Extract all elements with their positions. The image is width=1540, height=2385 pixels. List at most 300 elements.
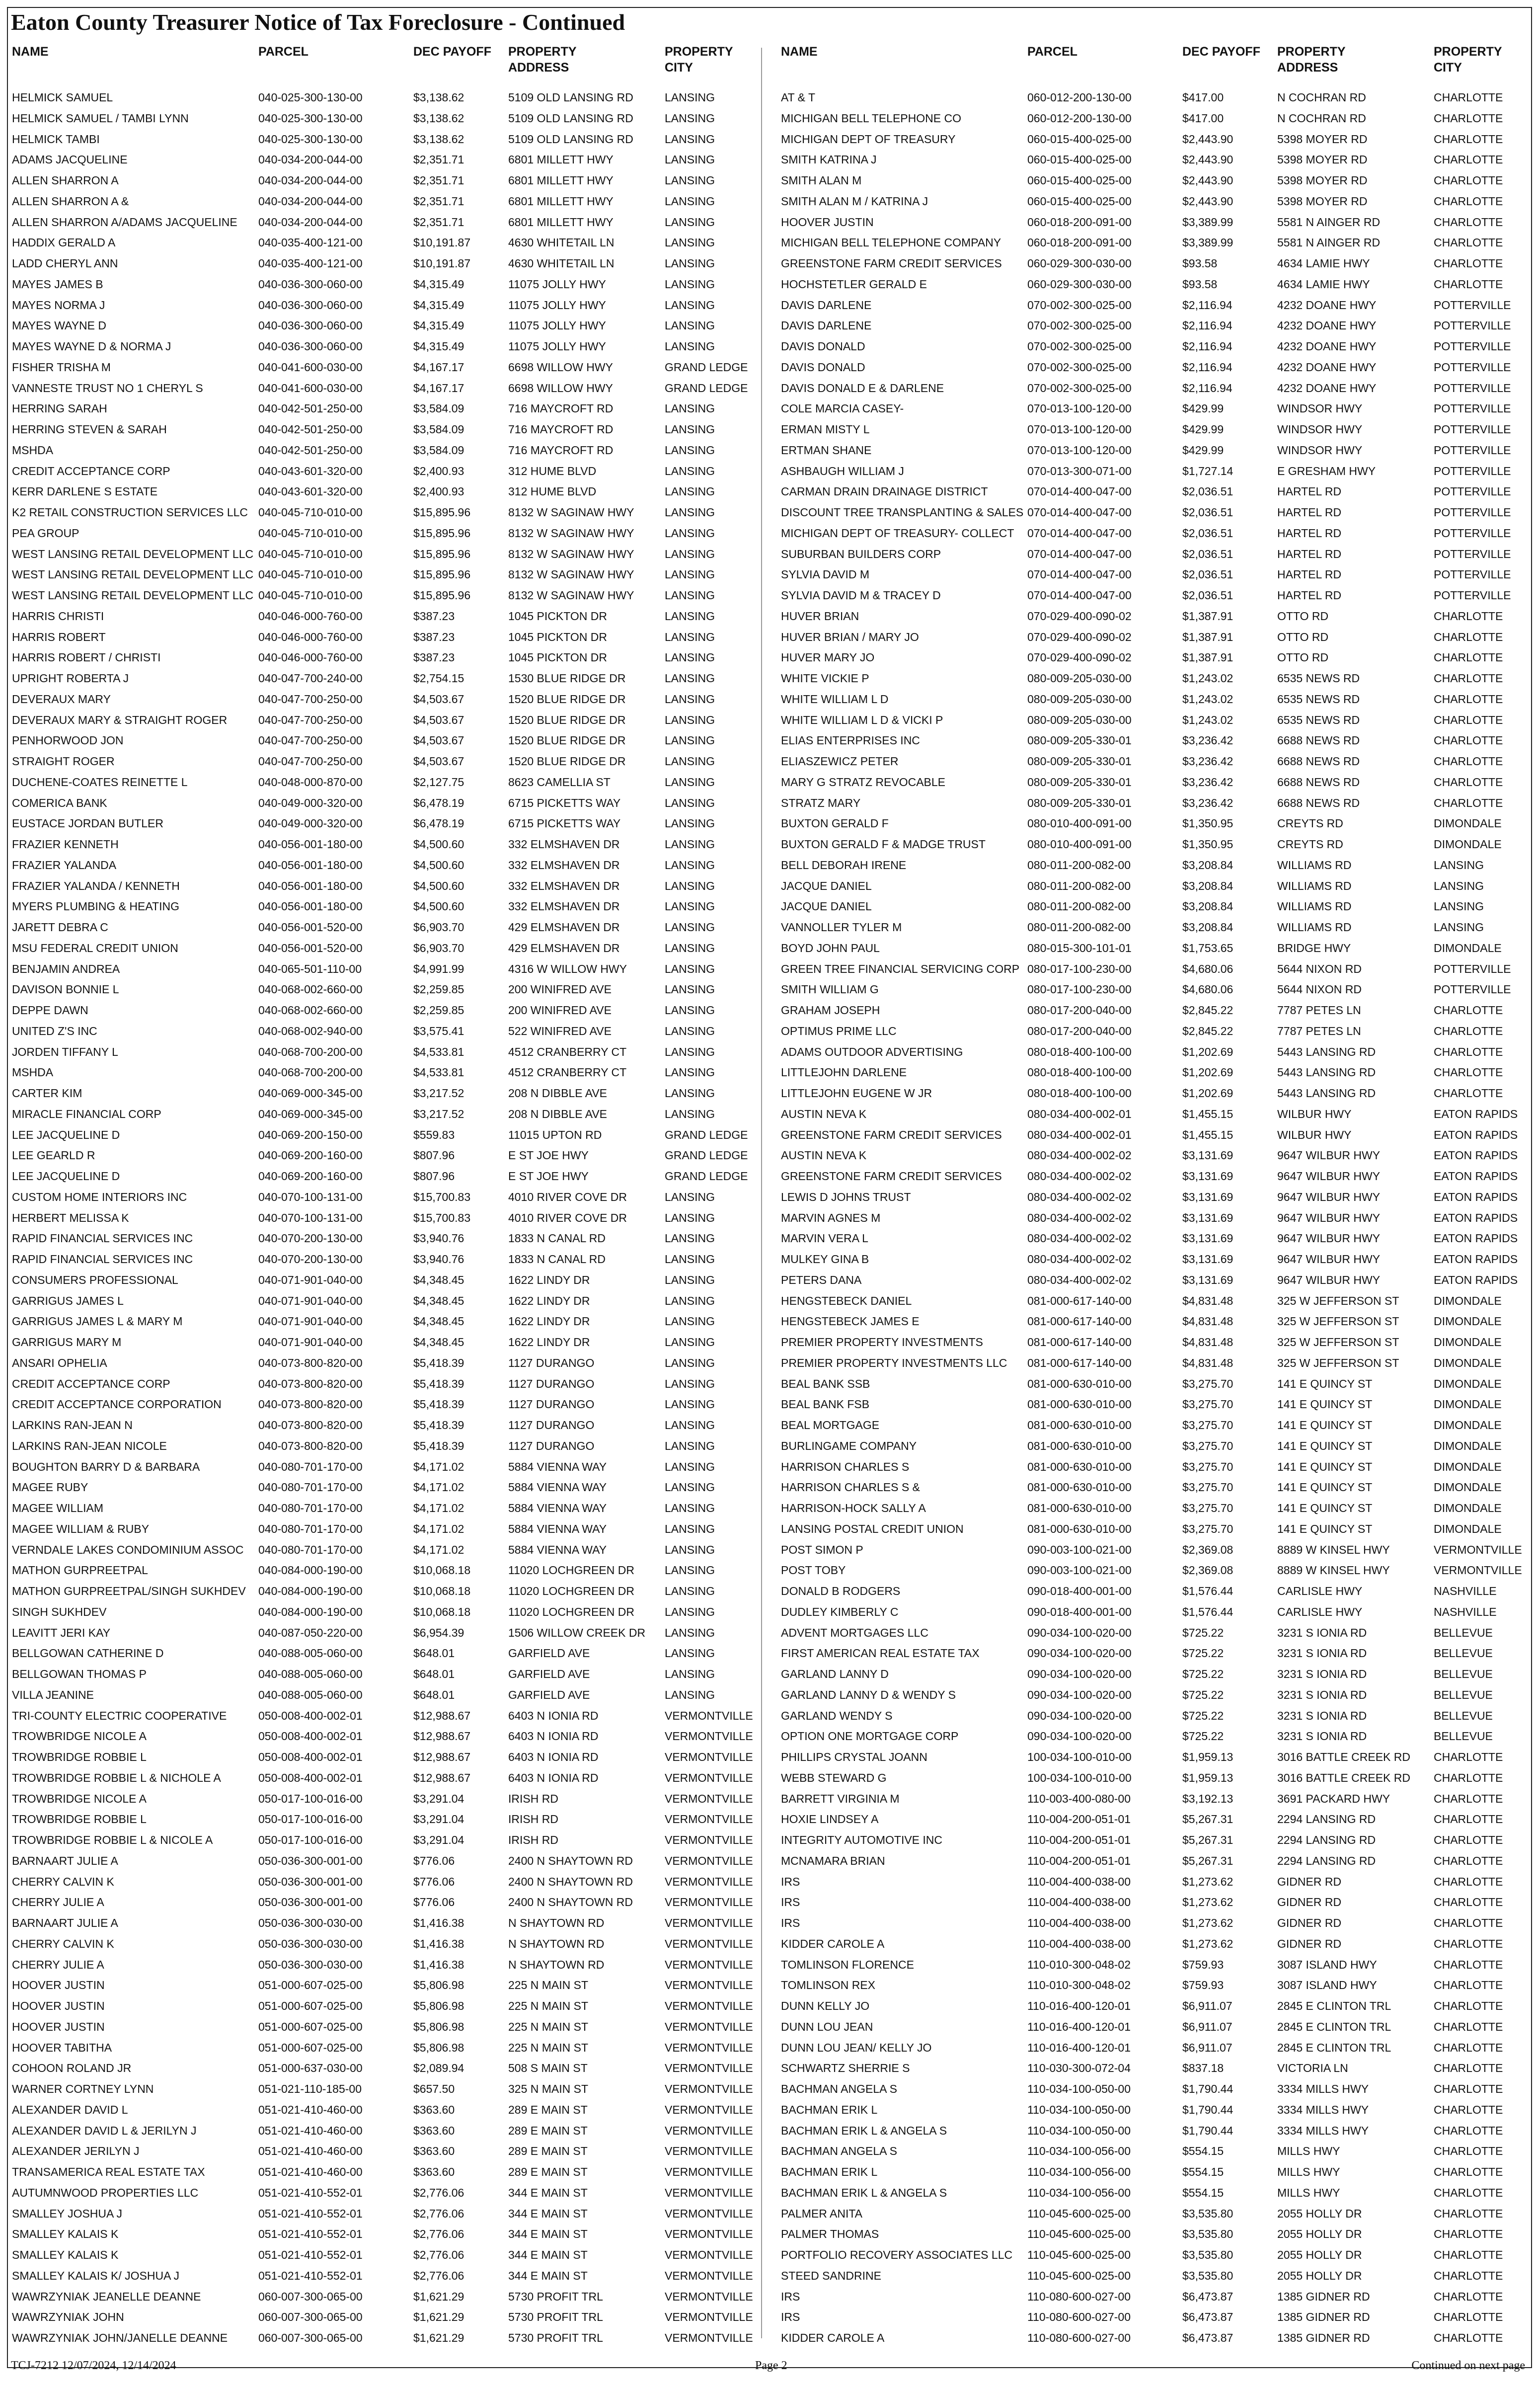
parcel-number: 051-021-410-460-00 (258, 2124, 363, 2137)
table-row (10, 1643, 760, 1664)
property-city: POTTERVILLE (1434, 983, 1511, 996)
property-address: 8132 W SAGINAW HWY (508, 568, 634, 581)
table-row (10, 1664, 760, 1685)
table-row (779, 1519, 1529, 1540)
dec-payoff: $2,116.94 (1182, 340, 1232, 353)
dec-payoff: $4,533.81 (413, 1045, 464, 1058)
property-address: 332 ELMSHAVEN DR (508, 900, 620, 913)
owner-name: SMALLEY KALAIS K (12, 2248, 119, 2261)
property-address: 2845 E CLINTON TRL (1277, 2041, 1391, 2054)
owner-name: BACHMAN ERIK L (781, 2165, 878, 2178)
property-city: LANSING (665, 1107, 715, 1120)
property-city: CHARLOTTE (1434, 2331, 1503, 2344)
property-city: POTTERVILLE (1434, 443, 1511, 457)
property-city: VERMONTVILLE (665, 2310, 753, 2324)
owner-name: GARRIGUS JAMES L (12, 1294, 124, 1307)
property-city: VERMONTVILLE (665, 1792, 753, 1805)
owner-name: MATHON GURPREETPAL (12, 1564, 148, 1577)
dec-payoff: $4,315.49 (413, 319, 464, 332)
parcel-number: 080-011-200-082-00 (1027, 900, 1131, 913)
property-address: 325 W JEFFERSON ST (1277, 1336, 1399, 1349)
dec-payoff: $10,068.18 (413, 1564, 471, 1577)
table-row (10, 544, 760, 565)
table-row (779, 2183, 1529, 2204)
table-row (10, 793, 760, 814)
dec-payoff: $3,131.69 (1182, 1253, 1233, 1266)
property-address: 4232 DOANE HWY (1277, 360, 1377, 374)
property-address: N SHAYTOWN RD (508, 1958, 605, 1971)
parcel-number: 040-045-710-010-00 (258, 547, 363, 560)
owner-name: VANNOLLER TYLER M (781, 921, 902, 934)
property-address: 4634 LAMIE HWY (1277, 277, 1370, 291)
table-row (10, 606, 760, 627)
table-row (10, 1000, 760, 1021)
owner-name: SMALLEY KALAIS K/ JOSHUA J (12, 2269, 180, 2282)
parcel-number: 070-014-400-047-00 (1027, 485, 1132, 498)
owner-name: DUCHENE-COATES REINETTE L (12, 775, 188, 789)
dec-payoff: $554.15 (1182, 2145, 1224, 2158)
owner-name: MICHIGAN BELL TELEPHONE COMPANY (781, 236, 1001, 249)
property-address: 8889 W KINSEL HWY (1277, 1564, 1390, 1577)
parcel-number: 110-080-600-027-00 (1027, 2290, 1131, 2303)
property-address: WILLIAMS RD (1277, 858, 1352, 872)
owner-name: BURLINGAME COMPANY (781, 1439, 917, 1452)
owner-name: WAWRZYNIAK JOHN/JANELLE DEANNE (12, 2331, 228, 2344)
dec-payoff: $2,776.06 (413, 2269, 464, 2282)
parcel-number: 040-080-701-170-00 (258, 1522, 363, 1535)
table-row (779, 2287, 1529, 2307)
parcel-number: 110-034-100-050-00 (1027, 2082, 1131, 2095)
table-row (779, 1540, 1529, 1561)
owner-name: SMALLEY KALAIS K (12, 2227, 119, 2241)
table-row (779, 544, 1529, 565)
table-row (10, 1726, 760, 1747)
dec-payoff: $387.23 (413, 651, 455, 664)
property-address: 11020 LOCHGREEN DR (508, 1564, 634, 1577)
parcel-number: 081-000-630-010-00 (1027, 1522, 1132, 1535)
property-address: E ST JOE HWY (508, 1149, 589, 1162)
dec-payoff: $417.00 (1182, 111, 1224, 125)
dec-payoff: $5,806.98 (413, 1999, 464, 2012)
property-address: 325 W JEFFERSON ST (1277, 1356, 1399, 1369)
left-column (10, 44, 760, 2349)
parcel-number: 050-036-300-030-00 (258, 1916, 363, 1929)
parcel-number: 040-045-710-010-00 (258, 526, 363, 540)
owner-name: KIDDER CAROLE A (781, 1937, 885, 1950)
parcel-number: 050-017-100-016-00 (258, 1813, 363, 1826)
parcel-number: 080-011-200-082-00 (1027, 921, 1131, 934)
dec-payoff: $12,988.67 (413, 1730, 471, 1743)
dec-payoff: $93.58 (1182, 257, 1218, 270)
dec-payoff: $1,790.44 (1182, 2082, 1233, 2095)
dec-payoff: $2,116.94 (1182, 319, 1232, 332)
property-city: POTTERVILLE (1434, 589, 1511, 602)
property-city: CHARLOTTE (1434, 153, 1503, 166)
property-city: LANSING (665, 1605, 715, 1618)
dec-payoff: $1,416.38 (413, 1937, 464, 1950)
owner-name: MICHIGAN DEPT OF TREASURY (781, 132, 956, 146)
dec-payoff: $1,959.13 (1182, 1750, 1233, 1763)
property-address: OTTO RD (1277, 651, 1329, 664)
dec-payoff: $1,576.44 (1182, 1605, 1233, 1618)
table-row (10, 1747, 760, 1768)
property-city: LANSING (665, 1024, 715, 1037)
owner-name: SMITH WILLIAM G (781, 983, 879, 996)
table-row (779, 1187, 1529, 1208)
property-city: LANSING (665, 921, 715, 934)
property-address: 6715 PICKETTS WAY (508, 796, 621, 809)
property-address: 225 N MAIN ST (508, 1979, 589, 1992)
property-address: 332 ELMSHAVEN DR (508, 858, 620, 872)
table-row (10, 1083, 760, 1104)
property-city: LANSING (665, 713, 715, 726)
property-address: 1127 DURANGO (508, 1419, 595, 1431)
dec-payoff: $3,291.04 (413, 1833, 464, 1846)
property-city: LANSING (665, 775, 715, 789)
owner-name: HARRISON CHARLES S (781, 1460, 910, 1473)
owner-name: ELIAS ENTERPRISES INC (781, 734, 920, 747)
property-city: DIMONDALE (1434, 1294, 1502, 1307)
property-address: 1127 DURANGO (508, 1377, 595, 1390)
parcel-number: 060-029-300-030-00 (1027, 257, 1132, 270)
dec-payoff: $15,895.96 (413, 506, 471, 519)
parcel-number: 050-008-400-002-01 (258, 1709, 363, 1722)
property-address: 5109 OLD LANSING RD (508, 111, 633, 125)
table-row (779, 1996, 1529, 2017)
dec-payoff: $6,903.70 (413, 941, 464, 954)
table-row (10, 1332, 760, 1353)
owner-name: RAPID FINANCIAL SERVICES INC (12, 1253, 193, 1266)
property-address: MILLS HWY (1277, 2145, 1340, 2158)
table-row (10, 1145, 760, 1166)
owner-name: MAYES NORMA J (12, 298, 105, 312)
owner-name: CHERRY JULIE A (12, 1896, 104, 1909)
owner-name: HOXIE LINDSEY A (781, 1813, 879, 1826)
table-row (10, 1540, 760, 1561)
parcel-number: 081-000-617-140-00 (1027, 1356, 1132, 1369)
parcel-number: 080-034-400-002-01 (1027, 1128, 1132, 1141)
parcel-number: 040-088-005-060-00 (258, 1668, 363, 1680)
owner-name: JACQUE DANIEL (781, 900, 872, 913)
property-city: LANSING (665, 1232, 715, 1245)
property-address: IRISH RD (508, 1792, 558, 1805)
table-row (10, 979, 760, 1000)
parcel-number: 100-034-100-010-00 (1027, 1771, 1132, 1784)
table-row (10, 212, 760, 233)
property-address: 8132 W SAGINAW HWY (508, 547, 634, 560)
table-row (779, 108, 1529, 129)
owner-name: TOMLINSON FLORENCE (781, 1958, 914, 1971)
property-address: 325 W JEFFERSON ST (1277, 1315, 1399, 1328)
owner-name: MAYES WAYNE D (12, 319, 106, 332)
parcel-number: 090-034-100-020-00 (1027, 1626, 1132, 1639)
dec-payoff: $6,478.19 (413, 817, 464, 830)
property-city: LANSING (1434, 879, 1484, 892)
parcel-number: 060-007-300-065-00 (258, 2290, 363, 2303)
parcel-number: 080-015-300-101-01 (1027, 941, 1132, 954)
owner-name: BOYD JOHN PAUL (781, 941, 880, 954)
dec-payoff: $4,503.67 (413, 755, 464, 768)
parcel-number: 040-036-300-060-00 (258, 340, 363, 353)
property-address: 208 N DIBBLE AVE (508, 1087, 608, 1100)
dec-payoff: $1,790.44 (1182, 2124, 1233, 2137)
property-address: 6801 MILLETT HWY (508, 174, 614, 187)
dec-payoff: $2,036.51 (1182, 526, 1233, 540)
parcel-number: 040-036-300-060-00 (258, 277, 363, 291)
property-address: 5109 OLD LANSING RD (508, 132, 633, 146)
table-row (10, 1706, 760, 1727)
dec-payoff: $1,243.02 (1182, 672, 1233, 685)
property-address: N SHAYTOWN RD (508, 1937, 605, 1950)
parcel-number: 040-046-000-760-00 (258, 630, 363, 643)
property-city: LANSING (665, 1294, 715, 1307)
property-address: 2400 N SHAYTOWN RD (508, 1875, 633, 1888)
property-address: GARFIELD AVE (508, 1688, 590, 1701)
owner-name: HARRIS ROBERT (12, 630, 106, 643)
property-city: VERMONTVILLE (665, 1875, 753, 1888)
table-row (779, 1872, 1529, 1893)
property-address: 8623 CAMELLIA ST (508, 775, 611, 789)
dec-payoff: $1,621.29 (413, 2290, 464, 2303)
footer-page-number: Page 2 (755, 2359, 787, 2372)
property-city: LANSING (665, 340, 715, 353)
dec-payoff: $554.15 (1182, 2186, 1224, 2199)
dec-payoff: $4,500.60 (413, 900, 464, 913)
owner-name: AUSTIN NEVA K (781, 1149, 867, 1162)
parcel-number: 090-018-400-001-00 (1027, 1605, 1132, 1618)
owner-name: COHOON ROLAND JR (12, 2062, 132, 2075)
property-city: POTTERVILLE (1434, 360, 1511, 374)
dec-payoff: $776.06 (413, 1854, 455, 1867)
property-address: 344 E MAIN ST (508, 2207, 588, 2220)
dec-payoff: $3,138.62 (413, 91, 464, 104)
property-city: CHARLOTTE (1434, 1896, 1503, 1909)
property-address: 8132 W SAGINAW HWY (508, 526, 634, 540)
table-row (779, 481, 1529, 502)
dec-payoff: $1,959.13 (1182, 1771, 1233, 1784)
owner-name: DEVERAUX MARY (12, 692, 111, 706)
parcel-number: 040-073-800-820-00 (258, 1419, 363, 1431)
owner-name: BACHMAN ANGELA S (781, 2145, 897, 2158)
owner-name: BARNAART JULIE A (12, 1916, 118, 1929)
dec-payoff: $2,259.85 (413, 983, 464, 996)
table-row (779, 772, 1529, 793)
table-row (10, 1560, 760, 1581)
owner-name: GREENSTONE FARM CREDIT SERVICES (781, 1170, 1002, 1183)
right-table-header (779, 44, 1529, 87)
dec-payoff: $15,895.96 (413, 526, 471, 540)
owner-name: WEST LANSING RETAIL DEVELOPMENT LLC (12, 547, 254, 560)
parcel-number: 090-034-100-020-00 (1027, 1668, 1132, 1680)
parcel-number: 040-080-701-170-00 (258, 1481, 363, 1494)
table-row (10, 917, 760, 938)
table-row (10, 336, 760, 357)
property-city: CHARLOTTE (1434, 2186, 1503, 2199)
owner-name: CREDIT ACCEPTANCE CORP (12, 1377, 170, 1390)
dec-payoff: $3,275.70 (1182, 1377, 1233, 1390)
parcel-number: 080-011-200-082-00 (1027, 879, 1131, 892)
parcel-number: 070-014-400-047-00 (1027, 526, 1132, 540)
parcel-number: 040-071-901-040-00 (258, 1294, 363, 1307)
parcel-number: 040-034-200-044-00 (258, 215, 363, 229)
table-row (779, 1062, 1529, 1083)
dec-payoff: $1,243.02 (1182, 692, 1233, 706)
property-city: DIMONDALE (1434, 1481, 1502, 1494)
property-city: BELLEVUE (1434, 1730, 1493, 1743)
parcel-number: 040-025-300-130-00 (258, 91, 363, 104)
parcel-number: 040-034-200-044-00 (258, 153, 363, 166)
dec-payoff: $3,389.99 (1182, 215, 1233, 229)
parcel-number: 040-065-501-110-00 (258, 962, 362, 975)
property-city: LANSING (665, 1626, 715, 1639)
owner-name: SMITH ALAN M / KATRINA J (781, 194, 928, 208)
parcel-number: 050-008-400-002-01 (258, 1771, 363, 1784)
property-city: LANSING (665, 1211, 715, 1224)
property-city: LANSING (665, 1190, 715, 1203)
parcel-number: 040-080-701-170-00 (258, 1502, 363, 1514)
property-city: CHARLOTTE (1434, 1045, 1503, 1058)
owner-name: MARVIN VERA L (781, 1232, 868, 1245)
table-row (10, 1498, 760, 1519)
parcel-number: 060-015-400-025-00 (1027, 132, 1132, 146)
property-address: 225 N MAIN ST (508, 2041, 589, 2054)
property-city: CHARLOTTE (1434, 2290, 1503, 2303)
dec-payoff: $15,895.96 (413, 547, 471, 560)
dec-payoff: $725.22 (1182, 1668, 1224, 1680)
parcel-number: 090-003-100-021-00 (1027, 1564, 1132, 1577)
table-row (10, 1436, 760, 1457)
property-city: EATON RAPIDS (1434, 1107, 1518, 1120)
dec-payoff: $2,845.22 (1182, 1004, 1233, 1017)
table-row (779, 1747, 1529, 1768)
parcel-number: 051-021-410-552-01 (258, 2227, 363, 2241)
property-address: 312 HUME BLVD (508, 464, 597, 477)
owner-name: SUBURBAN BUILDERS CORP (781, 547, 941, 560)
owner-name: CARMAN DRAIN DRAINAGE DISTRICT (781, 485, 988, 498)
table-row (779, 274, 1529, 295)
property-city: CHARLOTTE (1434, 1024, 1503, 1037)
dec-payoff: $3,131.69 (1182, 1211, 1233, 1224)
property-city: LANSING (665, 1543, 715, 1556)
header-name: NAME (12, 45, 49, 59)
owner-name: TROWBRIDGE ROBBIE L (12, 1813, 147, 1826)
dec-payoff: $3,275.70 (1182, 1481, 1233, 1494)
parcel-number: 110-003-400-080-00 (1027, 1792, 1131, 1805)
dec-payoff: $4,348.45 (413, 1294, 464, 1307)
property-city: DIMONDALE (1434, 1315, 1502, 1328)
property-city: CHARLOTTE (1434, 1087, 1503, 1100)
owner-name: POST SIMON P (781, 1543, 863, 1556)
table-row (779, 87, 1529, 108)
owner-name: GARRIGUS JAMES L & MARY M (12, 1315, 183, 1328)
property-city: LANSING (665, 1522, 715, 1535)
table-row (779, 1913, 1529, 1934)
parcel-number: 110-016-400-120-01 (1027, 2020, 1131, 2033)
table-row (779, 1104, 1529, 1125)
owner-name: SMITH KATRINA J (781, 153, 877, 166)
column-divider (761, 48, 762, 2338)
dec-payoff: $3,275.70 (1182, 1502, 1233, 1514)
parcel-number: 070-014-400-047-00 (1027, 589, 1132, 602)
property-city: LANSING (665, 1398, 715, 1411)
parcel-number: 110-045-600-025-00 (1027, 2227, 1131, 2241)
dec-payoff: $776.06 (413, 1896, 455, 1909)
property-address: 716 MAYCROFT RD (508, 423, 614, 436)
page-title: Eaton County Treasurer Notice of Tax Foreclosure - Continued (11, 9, 625, 35)
dec-payoff: $6,911.07 (1182, 1999, 1232, 2012)
table-row (779, 834, 1529, 855)
parcel-number: 040-036-300-060-00 (258, 319, 363, 332)
dec-payoff: $4,171.02 (413, 1460, 464, 1473)
parcel-number: 110-004-400-038-00 (1027, 1896, 1131, 1909)
property-address: 3016 BATTLE CREEK RD (1277, 1771, 1411, 1784)
owner-name: UNITED Z'S INC (12, 1024, 97, 1037)
property-address: 141 E QUINCY ST (1277, 1502, 1373, 1514)
owner-name: BENJAMIN ANDREA (12, 962, 120, 975)
owner-name: TRANSAMERICA REAL ESTATE TAX (12, 2165, 205, 2178)
property-address: MILLS HWY (1277, 2186, 1340, 2199)
table-row (779, 1602, 1529, 1623)
owner-name: PREMIER PROPERTY INVESTMENTS LLC (781, 1356, 1007, 1369)
parcel-number: 040-049-000-320-00 (258, 796, 363, 809)
table-row (10, 1913, 760, 1934)
table-row (10, 627, 760, 648)
property-address: GIDNER RD (1277, 1896, 1342, 1909)
owner-name: GARRIGUS MARY M (12, 1336, 122, 1349)
property-address: 5398 MOYER RD (1277, 174, 1368, 187)
table-row (10, 378, 760, 399)
dec-payoff: $3,584.09 (413, 443, 464, 457)
property-city: POTTERVILLE (1434, 298, 1511, 312)
owner-name: ASHBAUGH WILLIAM J (781, 464, 904, 477)
owner-name: HERBERT MELISSA K (12, 1211, 129, 1224)
owner-name: TROWBRIDGE ROBBIE L & NICOLE A (12, 1833, 213, 1846)
property-address: GIDNER RD (1277, 1875, 1342, 1888)
property-address: 4630 WHITETAIL LN (508, 236, 615, 249)
property-city: LANSING (665, 91, 715, 104)
parcel-number: 051-021-410-460-00 (258, 2165, 363, 2178)
property-address: GIDNER RD (1277, 1916, 1342, 1929)
property-address: 6403 N IONIA RD (508, 1709, 599, 1722)
owner-name: STEED SANDRINE (781, 2269, 881, 2282)
property-address: 4010 RIVER COVE DR (508, 1190, 627, 1203)
parcel-number: 080-009-205-330-01 (1027, 775, 1132, 789)
dec-payoff: $15,895.96 (413, 568, 471, 581)
property-address: GARFIELD AVE (508, 1647, 590, 1660)
table-row (779, 2224, 1529, 2245)
property-city: POTTERVILLE (1434, 526, 1511, 540)
dec-payoff: $3,131.69 (1182, 1170, 1233, 1183)
dec-payoff: $4,503.67 (413, 692, 464, 706)
property-address: 344 E MAIN ST (508, 2248, 588, 2261)
dec-payoff: $4,831.48 (1182, 1315, 1233, 1328)
property-city: VERMONTVILLE (665, 1709, 753, 1722)
dec-payoff: $15,895.96 (413, 589, 471, 602)
property-city: LANSING (665, 298, 715, 312)
parcel-number: 040-035-400-121-00 (258, 236, 363, 249)
property-address: 5581 N AINGER RD (1277, 215, 1381, 229)
property-city: CHARLOTTE (1434, 672, 1503, 685)
property-city: LANSING (665, 734, 715, 747)
property-address: 716 MAYCROFT RD (508, 443, 614, 457)
property-city: LANSING (665, 1564, 715, 1577)
property-address: 6688 NEWS RD (1277, 755, 1360, 768)
parcel-number: 080-034-400-002-02 (1027, 1170, 1132, 1183)
owner-name: GREENSTONE FARM CREDIT SERVICES (781, 1128, 1002, 1141)
table-row (779, 1809, 1529, 1830)
property-city: POTTERVILLE (1434, 962, 1511, 975)
parcel-number: 070-014-400-047-00 (1027, 506, 1132, 519)
